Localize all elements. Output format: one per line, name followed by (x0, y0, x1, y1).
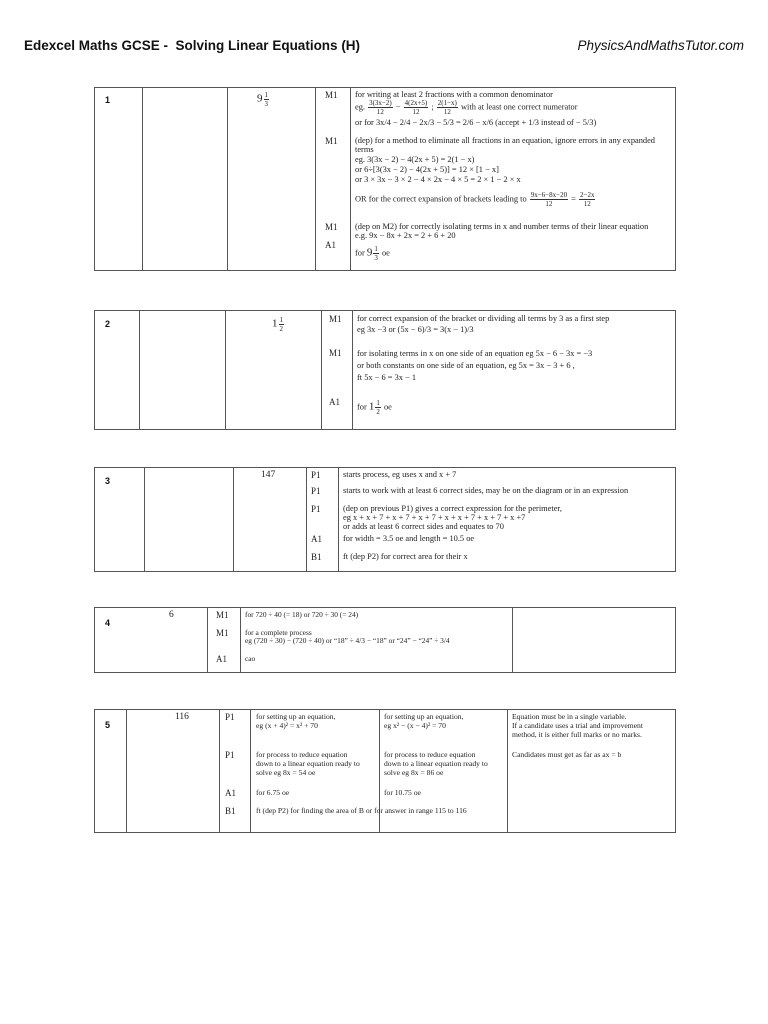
mark-note: for 720 ÷ 40 (= 18) or 720 ÷ 30 (= 24) (245, 610, 359, 619)
mark-note: eg (720 ÷ 30) − (720 ÷ 40) or “18” ÷ 4/3 − “18” or “24” − “24” ÷ 3/4 (245, 636, 450, 645)
mark-note (355, 118, 596, 128)
answer-numerator: 1 (264, 91, 268, 99)
mark-note: for correct expansion of the bracket or dividing all terms by 3 as a first step (357, 314, 610, 323)
mark-note: ft (dep P2) for correct area for their x (343, 552, 468, 561)
answer-denominator: 2 (279, 325, 283, 333)
mark-code: P1 (225, 750, 235, 760)
answer-numerator: 1 (279, 316, 283, 324)
final-answer-note (355, 245, 390, 262)
question-3-table (94, 467, 676, 572)
guidance-note: method, it is either full marks or no marks. (512, 730, 642, 739)
answer-denominator: 3 (264, 100, 268, 108)
question-number: 1 (105, 95, 111, 105)
mark-note: e.g. 9x − 8x + 2x = 2 + 6 + 20 (355, 231, 456, 240)
mark-note: terms (355, 145, 374, 154)
mark-note: eg. $\frac{3(3x-2)}{12}$ − $\frac{4(2x+5)}{12}$ ; $\frac{2(1-x)}{12}$ with at least one correct numerator (355, 99, 578, 116)
answer (272, 316, 285, 333)
mark-code: A1 (225, 788, 236, 798)
mark-note: eg x + x + 7 + x + 7 + x + 7 + x + x + 7 + x + 7 + x +7 (343, 513, 526, 522)
mark-note: starts process, eg uses x and x + 7 (343, 470, 457, 479)
mark-note: OR for the correct expansion of brackets leading to $\frac{9x-6-8x-20}{12}$ = $\frac{2-2x}{12}$ (355, 191, 595, 208)
fraction-denominator: 12 (443, 108, 451, 116)
fraction-denominator: 12 (376, 108, 384, 116)
note-text: with at least one correct numerator (461, 102, 578, 112)
mark-note: (dep on previous P1) gives a correct expression for the perimeter, (343, 504, 562, 513)
mark-code: A1 (325, 240, 336, 250)
answer (257, 91, 270, 108)
answer-whole: 9 (257, 92, 263, 105)
mark-code: M1 (329, 314, 342, 324)
mark-code: P1 (311, 486, 321, 496)
answer: 147 (261, 470, 276, 480)
note-text: for (357, 402, 367, 412)
question-1-table (94, 87, 676, 271)
method-a-note: down to a linear equation ready to (256, 759, 360, 768)
mark-code: P1 (225, 712, 235, 722)
mark-code: M1 (325, 136, 338, 146)
mark-code: A1 (311, 534, 322, 544)
answer: 6 (169, 610, 174, 620)
mark-note: eg. 3(3x − 2) − 4(2x + 5) = 2(1 − x) (355, 155, 475, 164)
mark-code: M1 (325, 90, 338, 100)
mark-note: for a complete process (245, 628, 312, 637)
mark-note: for isolating terms in x on one side of an equation eg 5x − 6 − 3x = −3 (357, 349, 593, 358)
document-title: Edexcel Maths GCSE - Solving Linear Equations (H) (24, 38, 361, 53)
answer-whole: 1 (272, 317, 278, 330)
mark-code: M1 (216, 610, 229, 620)
method-b-note: for process to reduce equation (384, 750, 476, 759)
note-text: OR for the correct expansion of brackets leading to (355, 194, 527, 204)
question-number: 5 (105, 720, 111, 730)
method-b-note: solve eg 8x = 86 oe (384, 768, 444, 777)
method-b-note: eg x² − (x − 4)² = 70 (384, 721, 446, 730)
answer: 116 (175, 712, 189, 722)
mark-note: or 3 × 3x − 3 × 2 − 4 × 2x − 4 × 5 = 2 × 1 − 2 × x (355, 175, 521, 184)
fraction-denominator: 3 (374, 254, 378, 262)
note-text: 3x/4 − 2/4 − 2x/3 − 5/3 = 2/6 − x/6 (375, 118, 494, 127)
mark-note: ft (dep P2) for finding the area of B or for answer in range 115 to 116 (256, 806, 467, 815)
mark-note: (dep) for a method to eliminate all fractions in an equation, ignore errors in any expanded (355, 136, 655, 145)
guidance-note: Candidates must get as far as ax = b (512, 750, 622, 759)
method-b-note: for 10.75 oe (384, 788, 421, 797)
note-text: or for (355, 118, 374, 127)
mark-note: ft 5x − 6 = 3x − 1 (357, 373, 417, 382)
note-text: oe (383, 402, 392, 412)
method-a-note: for setting up an equation, (256, 712, 336, 721)
fraction-numerator: 1 (376, 399, 380, 407)
mark-note: or 6÷[3(3x − 2) − 4(2x + 5)] = 12 × [1 − x] (355, 165, 499, 174)
method-a-note: for 6.75 oe (256, 788, 290, 797)
final-answer-note (357, 399, 392, 416)
note-text: (accept + 1/3 instead of − 5/3) (495, 118, 597, 127)
question-5-table (94, 709, 676, 833)
mark-note: or adds at least 6 correct sides and equates to 70 (343, 522, 504, 531)
method-a-note: solve eg 8x = 54 oe (256, 768, 316, 777)
guidance-note: Equation must be in a single variable. (512, 712, 627, 721)
method-a-note: eg (x + 4)² = x² + 70 (256, 721, 318, 730)
method-a-note: for process to reduce equation (256, 750, 348, 759)
question-4-table (94, 607, 676, 673)
fraction-numerator: 2−2x (580, 191, 595, 199)
site-name: PhysicsAndMathsTutor.com (577, 38, 744, 53)
question-number: 2 (105, 319, 111, 329)
mark-code: P1 (311, 504, 321, 514)
mark-code: P1 (311, 470, 321, 480)
mark-code: M1 (216, 628, 229, 638)
mark-note: starts to work with at least 6 correct sides, may be on the diagram or in an expression (343, 486, 629, 495)
mark-note: for writing at least 2 fractions with a common denominator (355, 90, 553, 99)
fraction-numerator: 3(3x−2) (369, 99, 392, 107)
fraction-denominator: 2 (376, 408, 380, 416)
fraction-numerator: 9x−6−8x−20 (530, 191, 568, 199)
mark-note: (dep on M2) for correctly isolating terms in x and number terms of their linear equation (355, 222, 649, 231)
question-number: 3 (105, 476, 111, 486)
fraction-numerator: 4(2x+5) (404, 99, 428, 107)
mark-code: A1 (329, 397, 340, 407)
mark-note: or both constants on one side of an equation, eg 5x = 3x − 3 + 6 , (357, 361, 575, 370)
mark-note: eg 3x −3 or (5x − 6)/3 = 3(x − 1)/3 (357, 325, 474, 334)
mark-code: B1 (225, 806, 236, 816)
fraction-numerator: 2(1−x) (437, 99, 457, 107)
fraction-denominator: 12 (545, 200, 553, 208)
mark-code: B1 (311, 552, 322, 562)
mark-code: M1 (329, 348, 342, 358)
eg-label: eg. (355, 102, 365, 112)
method-b-note: down to a linear equation ready to (384, 759, 488, 768)
question-2-table (94, 310, 676, 430)
question-number: 4 (105, 618, 111, 628)
mark-code: M1 (325, 222, 338, 232)
answer-whole: 9 (366, 246, 373, 259)
method-b-note: for setting up an equation, (384, 712, 464, 721)
fraction-denominator: 12 (583, 200, 591, 208)
note-text: for (355, 248, 365, 258)
answer-whole: 1 (368, 400, 375, 413)
mark-note: for width = 3.5 oe and length = 10.5 oe (343, 534, 475, 543)
note-text: oe (381, 248, 390, 258)
fraction-denominator: 12 (412, 108, 420, 116)
mark-code: A1 (216, 654, 227, 664)
mark-note: cao (245, 654, 256, 663)
fraction-numerator: 1 (374, 245, 378, 253)
guidance-note: If a candidate uses a trial and improvement (512, 721, 643, 730)
